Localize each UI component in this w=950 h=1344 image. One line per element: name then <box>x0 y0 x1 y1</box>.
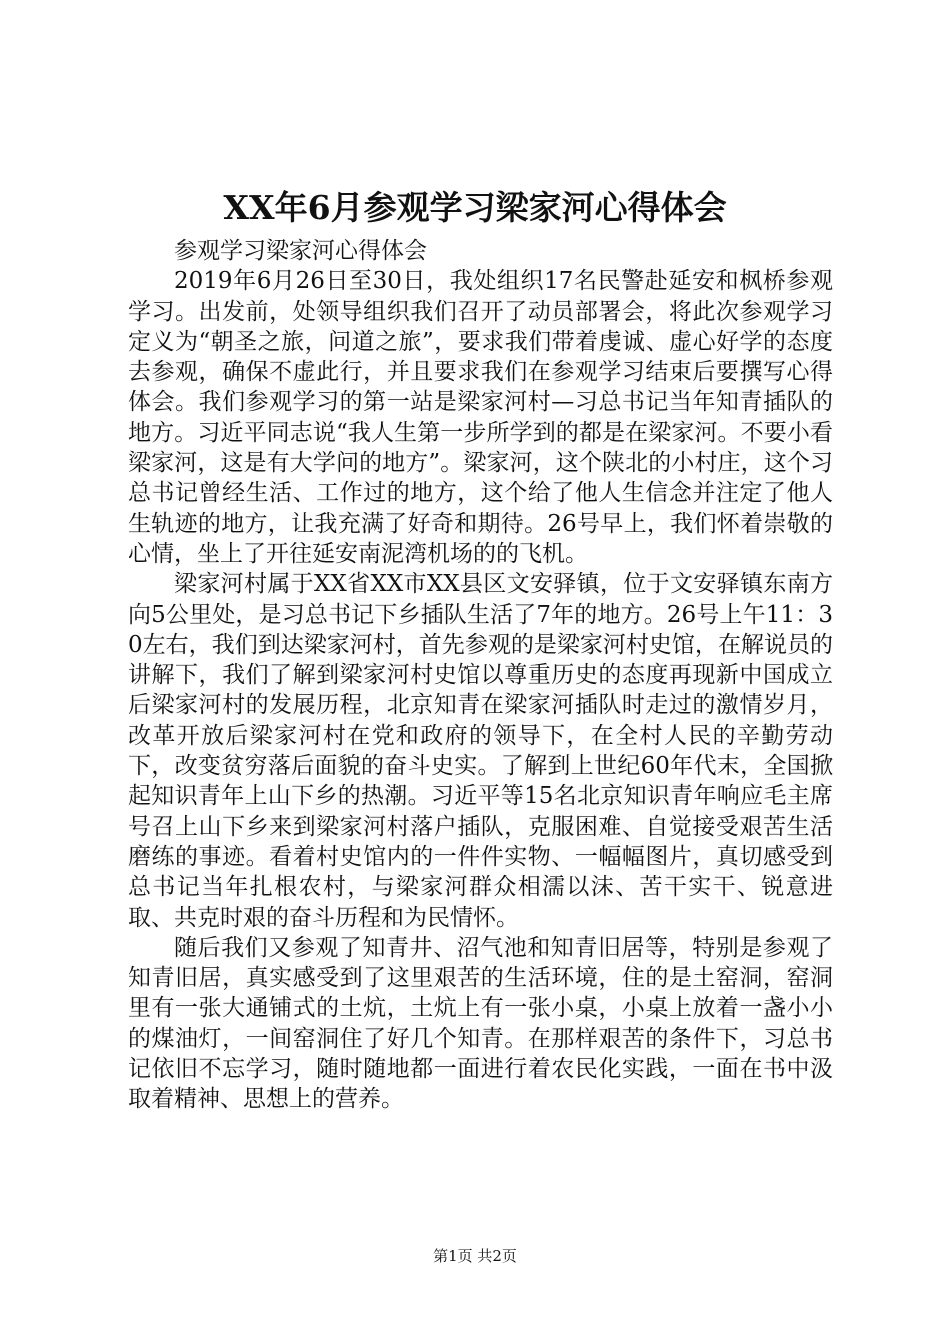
paragraph-2: 梁家河村属于XX省XX市XX县区文安驿镇，位于文安驿镇东南方向5公里处，是习总书记下乡插队生活了7年的地方。26号上午11：30左右，我们到达梁家河村，首先参观的是梁家河村史馆，在解说员的讲解下，我们了解到梁家河村史馆以尊重历史的态度再现新中国成立后梁家河村的发展历程，北京知青在梁家河插队时走过的激情岁月，改革开放后梁家河村在党和政府的领导下，在全村人民的辛勤劳动下，改变贫穷落后面貌的奋斗史实。了解到上世纪60年代末，全国掀起知识青年上山下乡的热潮。习近平等15名北京知识青年响应毛主席号召上山下乡来到梁家河村落户插队，克服困难、自觉接受艰苦生活磨练的事迹。看着村史馆内的一件件实物、一幅幅图片，真切感受到总书记当年扎根农村，与梁家河群众相濡以沫、苦干实干、锐意进取、共克时艰的奋斗历程和为民情怀。 <box>128 571 833 931</box>
paragraph-subtitle: 参观学习梁家河心得体会 <box>174 238 427 264</box>
page-footer: 第1页 共2页 <box>433 1247 517 1265</box>
paragraph-3: 随后我们又参观了知青井、沼气池和知青旧居等，特别是参观了知青旧居，真实感受到了这里艰苦的生活环境，住的是土窑洞，窑洞里有一张大通铺式的土炕，土炕上有一张小桌，小桌上放着一盏小小的煤油灯，一间窑洞住了好几个知青。在那样艰苦的条件下，习总书记依旧不忘学习，随时随地都一面进行着农民化实践，一面在书中汲取着精神、思想上的营养。 <box>128 934 833 1113</box>
document-body <box>128 236 833 1115</box>
document-title: XX年6月参观学习梁家河心得体会 <box>223 188 727 227</box>
paragraph-1: 2019年6月26日至30日，我处组织17名民警赴延安和枫桥参观学习。出发前，处领导组织我们召开了动员部署会，将此次参观学习定义为“朝圣之旅，问道之旅”，要求我们带着虔诚、虚心好学的态度去参观，确保不虚此行，并且要求我们在参观学习结束后要撰写心得体会。我们参观学习的第一站是梁家河村—习总书记当年知青插队的地方。习近平同志说“我人生第一步所学到的都是在梁家河。不要小看梁家河，这是有大学问的地方”。梁家河，这个陕北的小村庄，这个习总书记曾经生活、工作过的地方，这个给了他人生信念并注定了他人生轨迹的地方，让我充满了好奇和期待。26号早上，我们怀着崇敬的心情，坐上了开往延安南泥湾机场的的飞机。 <box>128 268 833 567</box>
